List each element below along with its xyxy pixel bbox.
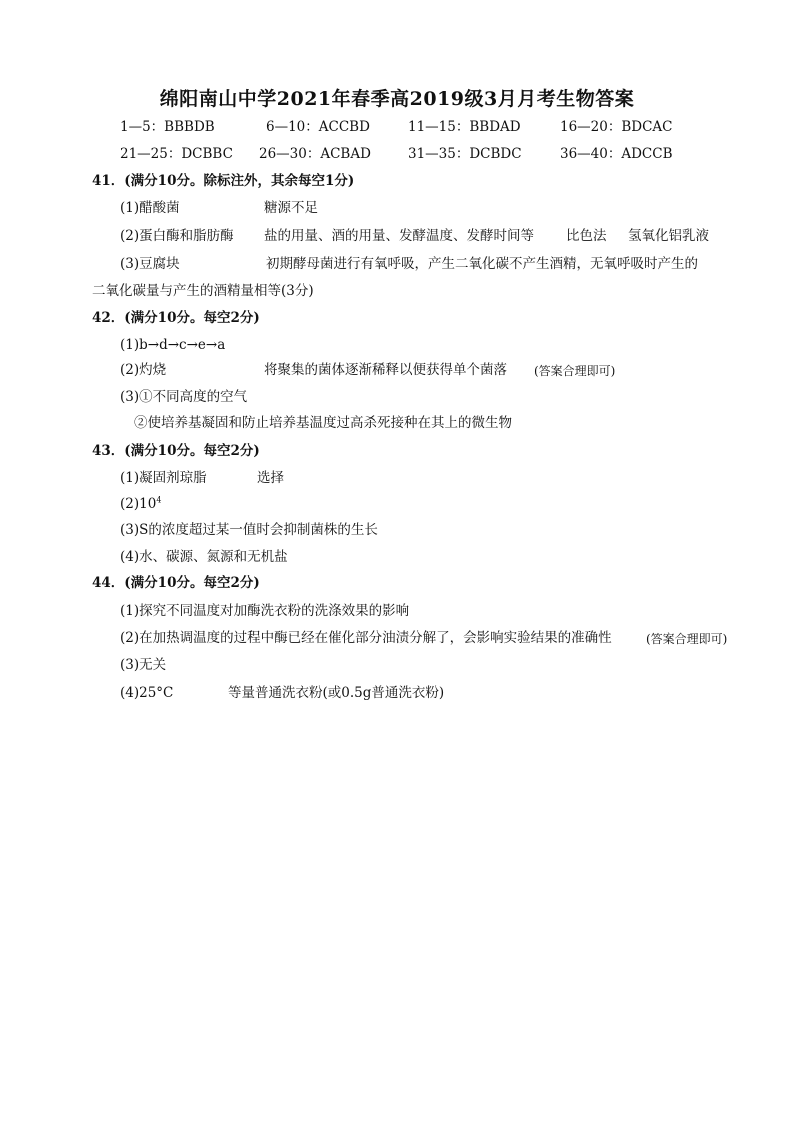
mc-answer-1-5: 1—5：BBBDB: [120, 119, 215, 135]
q44-answer-2a: (2)在加热调温度的过程中酶已经在催化部分油渍分解了，会影响实验结果的准确性: [120, 630, 612, 646]
mc-answer-6-10: 6—10：ACCBD: [266, 119, 370, 135]
q43-answer-1a: (1)凝固剂琼脂: [120, 470, 207, 486]
q41-answer-3c: 二氧化碳量与产生的酒精量相等(3分): [92, 283, 314, 299]
mc-answer-26-30: 26—30：ACBAD: [259, 146, 371, 162]
q42-answer-3: (3)①不同高度的空气: [120, 389, 248, 405]
mc-answer-11-15: 11—15：BBDAD: [408, 119, 521, 135]
q44-answer-4b: 等量普通洗衣粉(或0.5g普通洗衣粉): [228, 685, 445, 701]
q41-answer-1b: 糖源不足: [264, 200, 318, 216]
q41-answer-1a: (1)醋酸菌: [120, 200, 180, 216]
q43-answer-2-exponent: 4: [156, 495, 162, 505]
q41-heading: 41．(满分10分。除标注外，其余每空1分): [92, 173, 355, 189]
q44-answer-3: (3)无关: [120, 657, 167, 673]
q41-answer-3b: 初期酵母菌进行有氧呼吸，产生二氧化碳不产生酒精，无氧呼吸时产生的: [266, 256, 698, 272]
q43-answer-2-base: (2)10: [120, 496, 157, 512]
q42-answer-2a: (2)灼烧: [120, 362, 167, 378]
q44-heading: 44．(满分10分。每空2分): [92, 575, 260, 591]
q42-answer-2c: (答案合理即可): [534, 364, 616, 378]
q42-answer-1: (1)b→d→c→e→a: [120, 337, 226, 353]
q41-answer-3a: (3)豆腐块: [120, 256, 180, 272]
q41-answer-2d: 氢氧化铝乳液: [628, 228, 709, 244]
mc-answer-16-20: 16—20：BDCAC: [560, 119, 673, 135]
q41-answer-2a: (2)蛋白酶和脂肪酶: [120, 228, 234, 244]
page-title: 绵阳南山中学2021年春季高2019级3月月考生物答案: [159, 88, 635, 110]
q41-answer-2c: 比色法: [566, 228, 607, 244]
q43-heading: 43．(满分10分。每空2分): [92, 443, 260, 459]
q42-heading: 42．(满分10分。每空2分): [92, 310, 260, 326]
q41-answer-2b: 盐的用量、酒的用量、发酵温度、发酵时间等: [264, 228, 534, 244]
q42-answer-2b: 将聚集的菌体逐渐稀释以便获得单个菌落: [264, 362, 507, 378]
mc-answer-21-25: 21—25：DCBBC: [120, 146, 233, 162]
mc-answer-36-40: 36—40：ADCCB: [560, 146, 673, 162]
q43-answer-1b: 选择: [257, 470, 284, 486]
q44-answer-2b: (答案合理即可): [646, 632, 728, 646]
q44-answer-4a: (4)25°C: [120, 685, 174, 701]
q43-answer-2: [120, 495, 161, 513]
q44-answer-1: (1)探究不同温度对加酶洗衣粉的洗涤效果的影响: [120, 603, 410, 619]
q43-answer-4: (4)水、碳源、氮源和无机盐: [120, 549, 288, 565]
mc-answer-31-35: 31—35：DCBDC: [408, 146, 522, 162]
q42-answer-4: ②使培养基凝固和防止培养基温度过高杀死接种在其上的微生物: [134, 415, 512, 431]
q43-answer-3: (3)S的浓度超过某一值时会抑制菌株的生长: [120, 522, 378, 538]
